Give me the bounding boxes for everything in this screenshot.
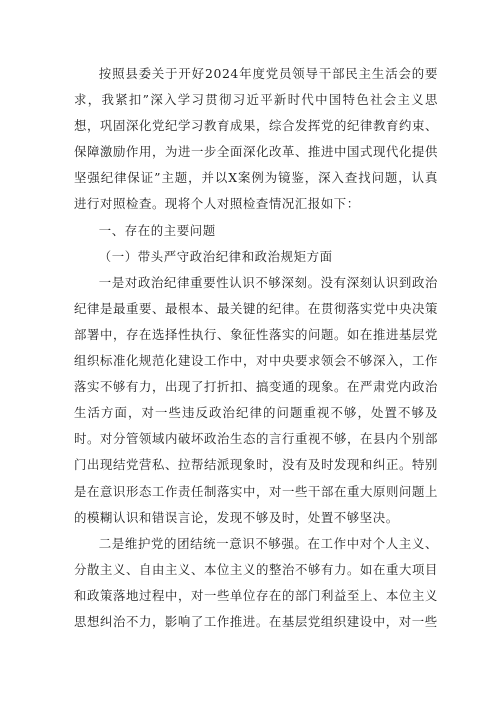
document-body xyxy=(74,61,438,635)
intro-paragraph: 按照县委关于开好2024年度党员领导干部民主生活会的要求，我紧扣”深入学习贯彻习近平新时代中国特色社会主义思想，巩固深化党纪学习教育成果，综合发挥党的纪律教育约束、保障激励作用，为进一步全面深化改革、推进中国式现代化提供坚强纪律保证”主题，并以X案例为镜鉴，深入查找问题，认真进行对照检查。现将个人对照检查情况汇报如下： xyxy=(74,66,438,212)
body-paragraph-1: 一是对政治纪律重要性认识不够深刻。没有深刻认识到政治纪律是最重要、最根本、最关键的纪律。在贯彻落实党中央决策部署中，存在选择性执行、象征性落实的问题。如在推进基层党组织标准化规范化建设工作中，对中央要求领会不够深入，工作落实不够有力，出现了打折扣、搞变通的现象。在严肃党内政治生活方面，对一些违反政治纪律的问题重视不够，处置不够及时。对分管领域内破坏政治生态的言行重视不够，在县内个别部门出现结党营私、拉帮结派现象时，没有及时发现和纠正。特别是在意识形态工作责任制落实中，对一些干部在重大原则问题上的模糊认识和错误言论，发现不够及时，处置不够坚决。 xyxy=(74,274,438,525)
subsection-heading: （一）带头严守政治纪律和政治规矩方面 xyxy=(98,248,333,264)
body-paragraph-2: 二是维护党的团结统一意识不够强。在工作中对个人主义、分散主义、自由主义、本位主义的整治不够有力。如在重大项目和政策落地过程中，对一些单位存在的部门利益至上、本位主义思想纠治不力，影响了工作推进。在基层党组织建设中，对一些 xyxy=(74,535,438,629)
section-heading: 一、存在的主要问题 xyxy=(98,222,216,238)
